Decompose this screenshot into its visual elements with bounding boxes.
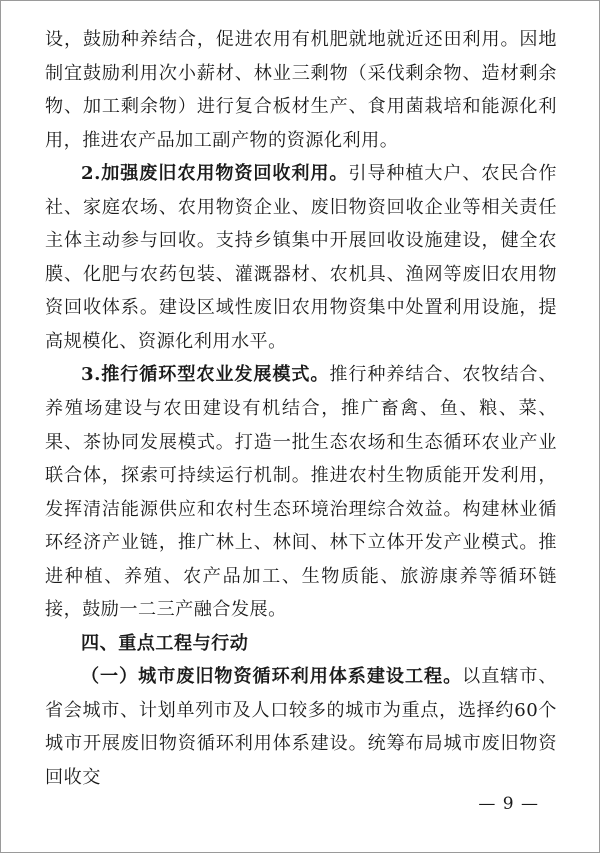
paragraph-agri-waste-continued: 设，鼓励种养结合，促进农用有机肥就地就近还田利用。因地制宜鼓励利用次小薪材、林业三剩物（采伐剩余物、造材剩余物、加工剩余物）进行复合板材生产、食用菌栽培和能源化利用，推进农产品加工副产物的资源化利用。 xyxy=(45,29,557,151)
paragraph-body-circular-agriculture: 推行种养结合、农牧结合、养殖场建设与农田建设有机结合，推广畜禽、鱼、粮、菜、果、茶协同发展模式。打造一批生态农场和生态循环农业产业联合体，探索可持续运行机制。推进农村生物质能开发利用，发挥清洁能源供应和农村生态环境治理综合效益。构建林业循环经济产业链，推广林上、林间、林下立体开发产业模式。推进种植、养殖、农产品加工、生物质能、旅游康养等循环链接，鼓励一二三产融合发展。 xyxy=(45,364,557,621)
paragraph-circular-agriculture xyxy=(45,358,557,626)
paragraph-lead-recycle-agri-materials: 2.加强废旧农用物资回收利用。 xyxy=(81,163,349,185)
paragraph-recycle-agri-materials xyxy=(45,157,557,358)
paragraph-lead-circular-agriculture: 3.推行循环型农业发展模式。 xyxy=(81,364,330,386)
paragraph-body-urban-recycling-project: 以直辖市、省会城市、计划单列市及人口较多的城市为重点，选择约60个城市开展废旧物资循环利用体系建设。统筹布局城市废旧物资回收交 xyxy=(45,666,557,789)
section-heading-key-projects: 四、重点工程与行动 xyxy=(81,632,249,654)
paragraph-body-recycle-agri-materials: 引导种植大户、农民合作社、家庭农场、农用物资企业、废旧物资回收企业等相关责任主体主动参与回收。支持乡镇集中开展回收设施建设，健全农膜、化肥与农药包装、灌溉器材、农机具、渔网等废旧农用物资回收体系。建设区域性废旧农用物资集中处置利用设施，提高规模化、资源化利用水平。 xyxy=(45,163,557,352)
paragraph-lead-urban-recycling-project: （一）城市废旧物资循环利用体系建设工程。 xyxy=(81,666,463,688)
page-number: — 9 — xyxy=(478,794,539,814)
document-page xyxy=(45,23,557,795)
paragraph-urban-recycling-project xyxy=(45,660,557,794)
